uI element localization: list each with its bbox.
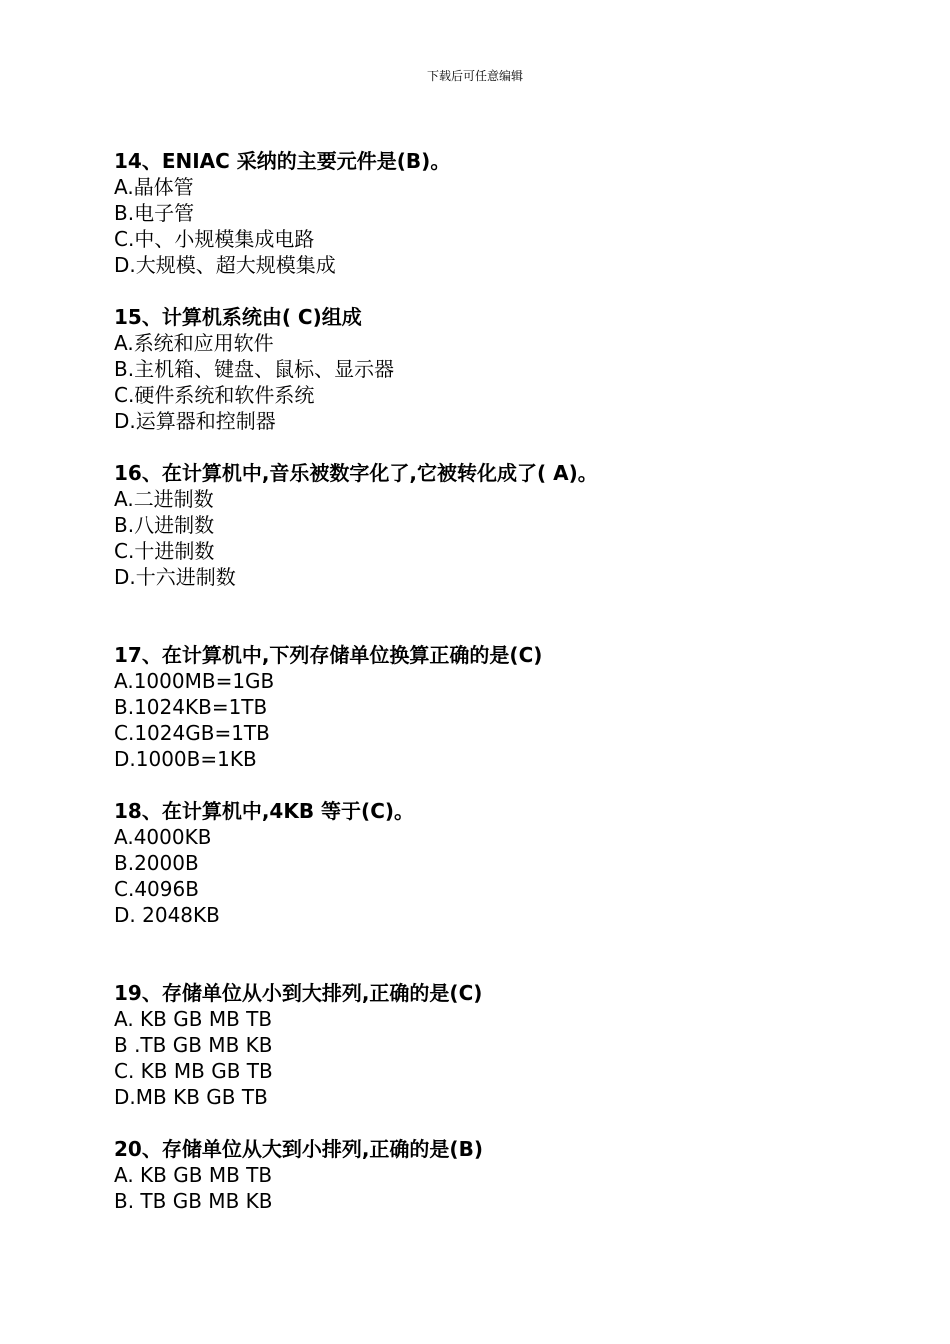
page-header: 下载后可任意编辑 (426, 69, 523, 83)
question-list (114, 148, 914, 1214)
spacer (114, 928, 914, 980)
spacer (114, 434, 914, 460)
option-d: D.十六进制数 (114, 565, 236, 589)
question-title: 15、计算机系统由( C)组成 (114, 305, 362, 329)
option-c: C.中、小规模集成电路 (114, 227, 315, 251)
option-c: C.十进制数 (114, 539, 215, 563)
option-b: B.1024KB=1TB (114, 695, 268, 719)
option-a: A. KB GB MB TB (114, 1163, 273, 1187)
question-title: 14、ENIAC 采纳的主要元件是(B)。 (114, 149, 451, 173)
option-b: B. TB GB MB KB (114, 1189, 273, 1213)
question-title: 16、在计算机中,音乐被数字化了,它被转化成了( A)。 (114, 461, 598, 485)
option-b: B.八进制数 (114, 513, 215, 537)
option-c: C.4096B (114, 877, 199, 901)
option-a: A. KB GB MB TB (114, 1007, 273, 1031)
question-18 (114, 798, 914, 928)
question-15 (114, 304, 914, 434)
question-16 (114, 460, 914, 590)
option-d: D.大规模、超大规模集成 (114, 253, 336, 277)
option-a: A.二进制数 (114, 487, 214, 511)
option-a: A.系统和应用软件 (114, 331, 274, 355)
spacer (114, 590, 914, 642)
option-b: B.主机箱、键盘、鼠标、显示器 (114, 357, 395, 381)
option-a: A.晶体管 (114, 175, 194, 199)
option-b: B.电子管 (114, 201, 195, 225)
option-b: B.2000B (114, 851, 199, 875)
question-17 (114, 642, 914, 772)
question-title: 17、在计算机中,下列存储单位换算正确的是(C) (114, 643, 543, 667)
option-d: D. 2048KB (114, 903, 220, 927)
option-d: D.1000B=1KB (114, 747, 257, 771)
spacer (114, 278, 914, 304)
question-14 (114, 148, 914, 278)
question-title: 19、存储单位从小到大排列,正确的是(C) (114, 981, 483, 1005)
option-d: D.MB KB GB TB (114, 1085, 268, 1109)
question-19 (114, 980, 914, 1110)
option-a: A.4000KB (114, 825, 212, 849)
option-d: D.运算器和控制器 (114, 409, 276, 433)
spacer (114, 772, 914, 798)
spacer (114, 1110, 914, 1136)
option-b: B .TB GB MB KB (114, 1033, 273, 1057)
question-title: 20、存储单位从大到小排列,正确的是(B) (114, 1137, 483, 1161)
question-title: 18、在计算机中,4KB 等于(C)。 (114, 799, 415, 823)
question-20 (114, 1136, 914, 1214)
option-c: C.硬件系统和软件系统 (114, 383, 315, 407)
option-c: C.1024GB=1TB (114, 721, 270, 745)
option-a: A.1000MB=1GB (114, 669, 275, 693)
option-c: C. KB MB GB TB (114, 1059, 273, 1083)
